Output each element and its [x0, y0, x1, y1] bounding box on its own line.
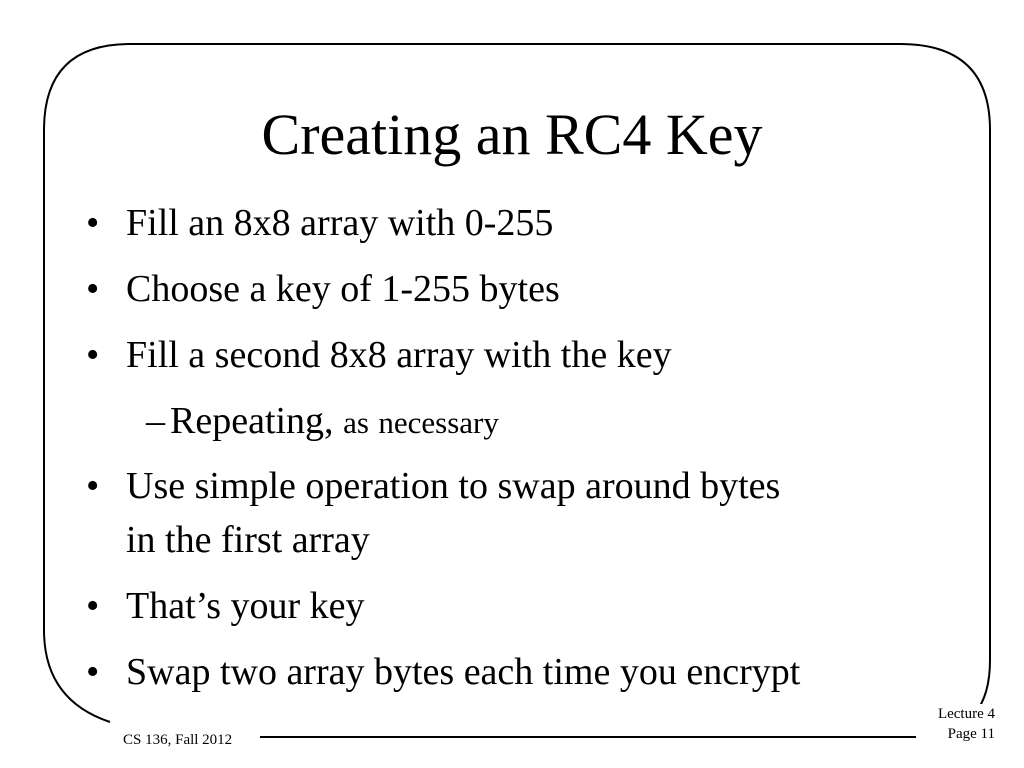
- bullet-text: in the first array: [126, 519, 370, 561]
- sub-bullet-part: necessary: [378, 405, 499, 440]
- bullet-dot: •: [86, 202, 100, 244]
- slide-title: Creating an RC4 Key: [261, 102, 763, 167]
- bullet-dot: •: [86, 465, 100, 507]
- bullet-dot: •: [86, 651, 100, 693]
- sub-bullet-part: Repeating,: [170, 400, 334, 442]
- bullet-text: Swap two array bytes each time you encrypt: [126, 651, 801, 693]
- sub-bullet-dash: –: [146, 400, 165, 442]
- footer-course: CS 136, Fall 2012: [119, 730, 236, 750]
- sub-bullet-text: [170, 396, 499, 448]
- footer-page-number: Page 11: [947, 726, 995, 742]
- footer-lecture: Lecture 4: [937, 706, 995, 722]
- footer-page-info: [925, 704, 995, 744]
- bullet-text: Use simple operation to swap around bytes: [126, 465, 781, 507]
- bullet-text: That’s your key: [126, 585, 365, 627]
- bullet-dot: •: [86, 585, 100, 627]
- bullet-dot: •: [86, 334, 100, 376]
- bullet-text: Choose a key of 1-255 bytes: [126, 268, 560, 310]
- bullet-text: Fill an 8x8 array with 0-255: [126, 202, 554, 244]
- bullet-text: Fill a second 8x8 array with the key: [126, 334, 672, 376]
- sub-bullet-part: as: [343, 405, 369, 440]
- bullet-dot: •: [86, 268, 100, 310]
